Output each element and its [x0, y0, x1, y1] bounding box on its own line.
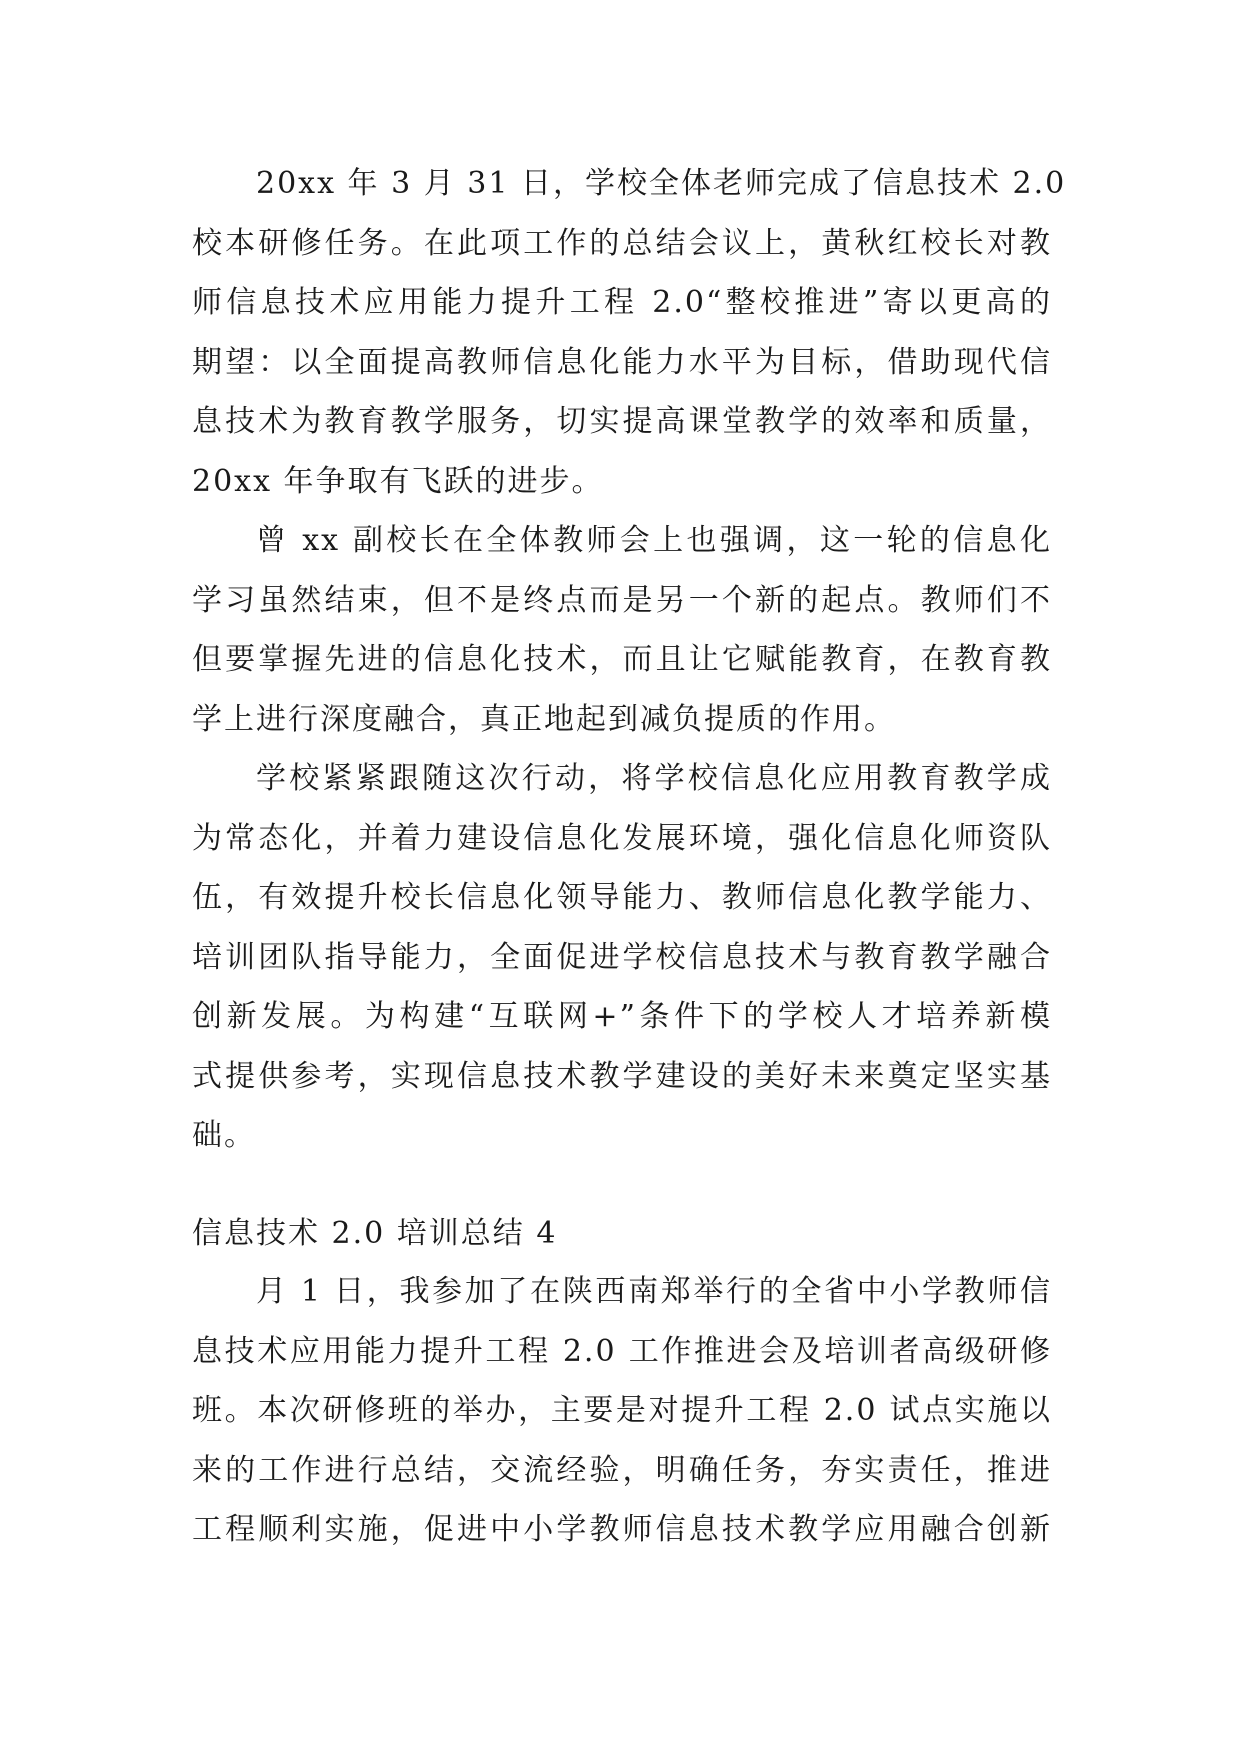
paragraph-1-line-6: 20xx 年争取有飞跃的进步。: [192, 464, 604, 499]
section-paragraph-line-3: 班。本次研修班的举办，主要是对提升工程 2.0 试点实施以: [192, 1393, 1052, 1428]
section-paragraph-line-4: 来的工作进行总结，交流经验，明确任务，夯实责任，推进: [192, 1453, 1052, 1488]
section-paragraph-line-2: 息技术应用能力提升工程 2.0 工作推进会及培训者高级研修: [192, 1334, 1052, 1369]
section-paragraph-line-5: 工程顺利实施，促进中小学教师信息技术教学应用融合创新: [192, 1512, 1052, 1547]
section-paragraph-line-1: 月 1 日，我参加了在陕西南郑举行的全省中小学教师信: [256, 1274, 1052, 1309]
paragraph-2-line-1: 曾 xx 副校长在全体教师会上也强调，这一轮的信息化: [256, 523, 1052, 558]
section-heading: 信息技术 2.0 培训总结 4: [192, 1216, 558, 1251]
paragraph-3-line-4: 培训团队指导能力，全面促进学校信息技术与教育教学融合: [192, 940, 1052, 975]
paragraph-1-line-1: 20xx 年 3 月 31 日，学校全体老师完成了信息技术 2.0: [256, 166, 1067, 201]
paragraph-1-line-4: 期望：以全面提高教师信息化能力水平为目标，借助现代信: [192, 345, 1052, 380]
paragraph-3-line-6: 式提供参考，实现信息技术教学建设的美好未来奠定坚实基: [192, 1059, 1052, 1094]
paragraph-3-line-3: 伍，有效提升校长信息化领导能力、教师信息化教学能力、: [192, 880, 1052, 915]
paragraph-1-line-3: 师信息技术应用能力提升工程 2.0“整校推进”寄以更高的: [192, 285, 1052, 320]
paragraph-1-line-2: 校本研修任务。在此项工作的总结会议上，黄秋红校长对教: [192, 226, 1052, 261]
paragraph-2-line-2: 学习虽然结束，但不是终点而是另一个新的起点。教师们不: [192, 583, 1052, 618]
paragraph-3-line-2: 为常态化，并着力建设信息化发展环境，强化信息化师资队: [192, 821, 1052, 856]
paragraph-3-line-7: 础。: [192, 1118, 256, 1153]
paragraph-2-line-3: 但要掌握先进的信息化技术，而且让它赋能教育，在教育教: [192, 642, 1052, 677]
paragraph-2-line-4: 学上进行深度融合，真正地起到减负提质的作用。: [192, 702, 896, 737]
paragraph-3-line-1: 学校紧紧跟随这次行动，将学校信息化应用教育教学成: [256, 761, 1052, 796]
paragraph-3-line-5: 创新发展。为构建“互联网+”条件下的学校人才培养新模: [192, 999, 1052, 1034]
paragraph-1-line-5: 息技术为教育教学服务，切实提高课堂教学的效率和质量，: [192, 404, 1052, 439]
